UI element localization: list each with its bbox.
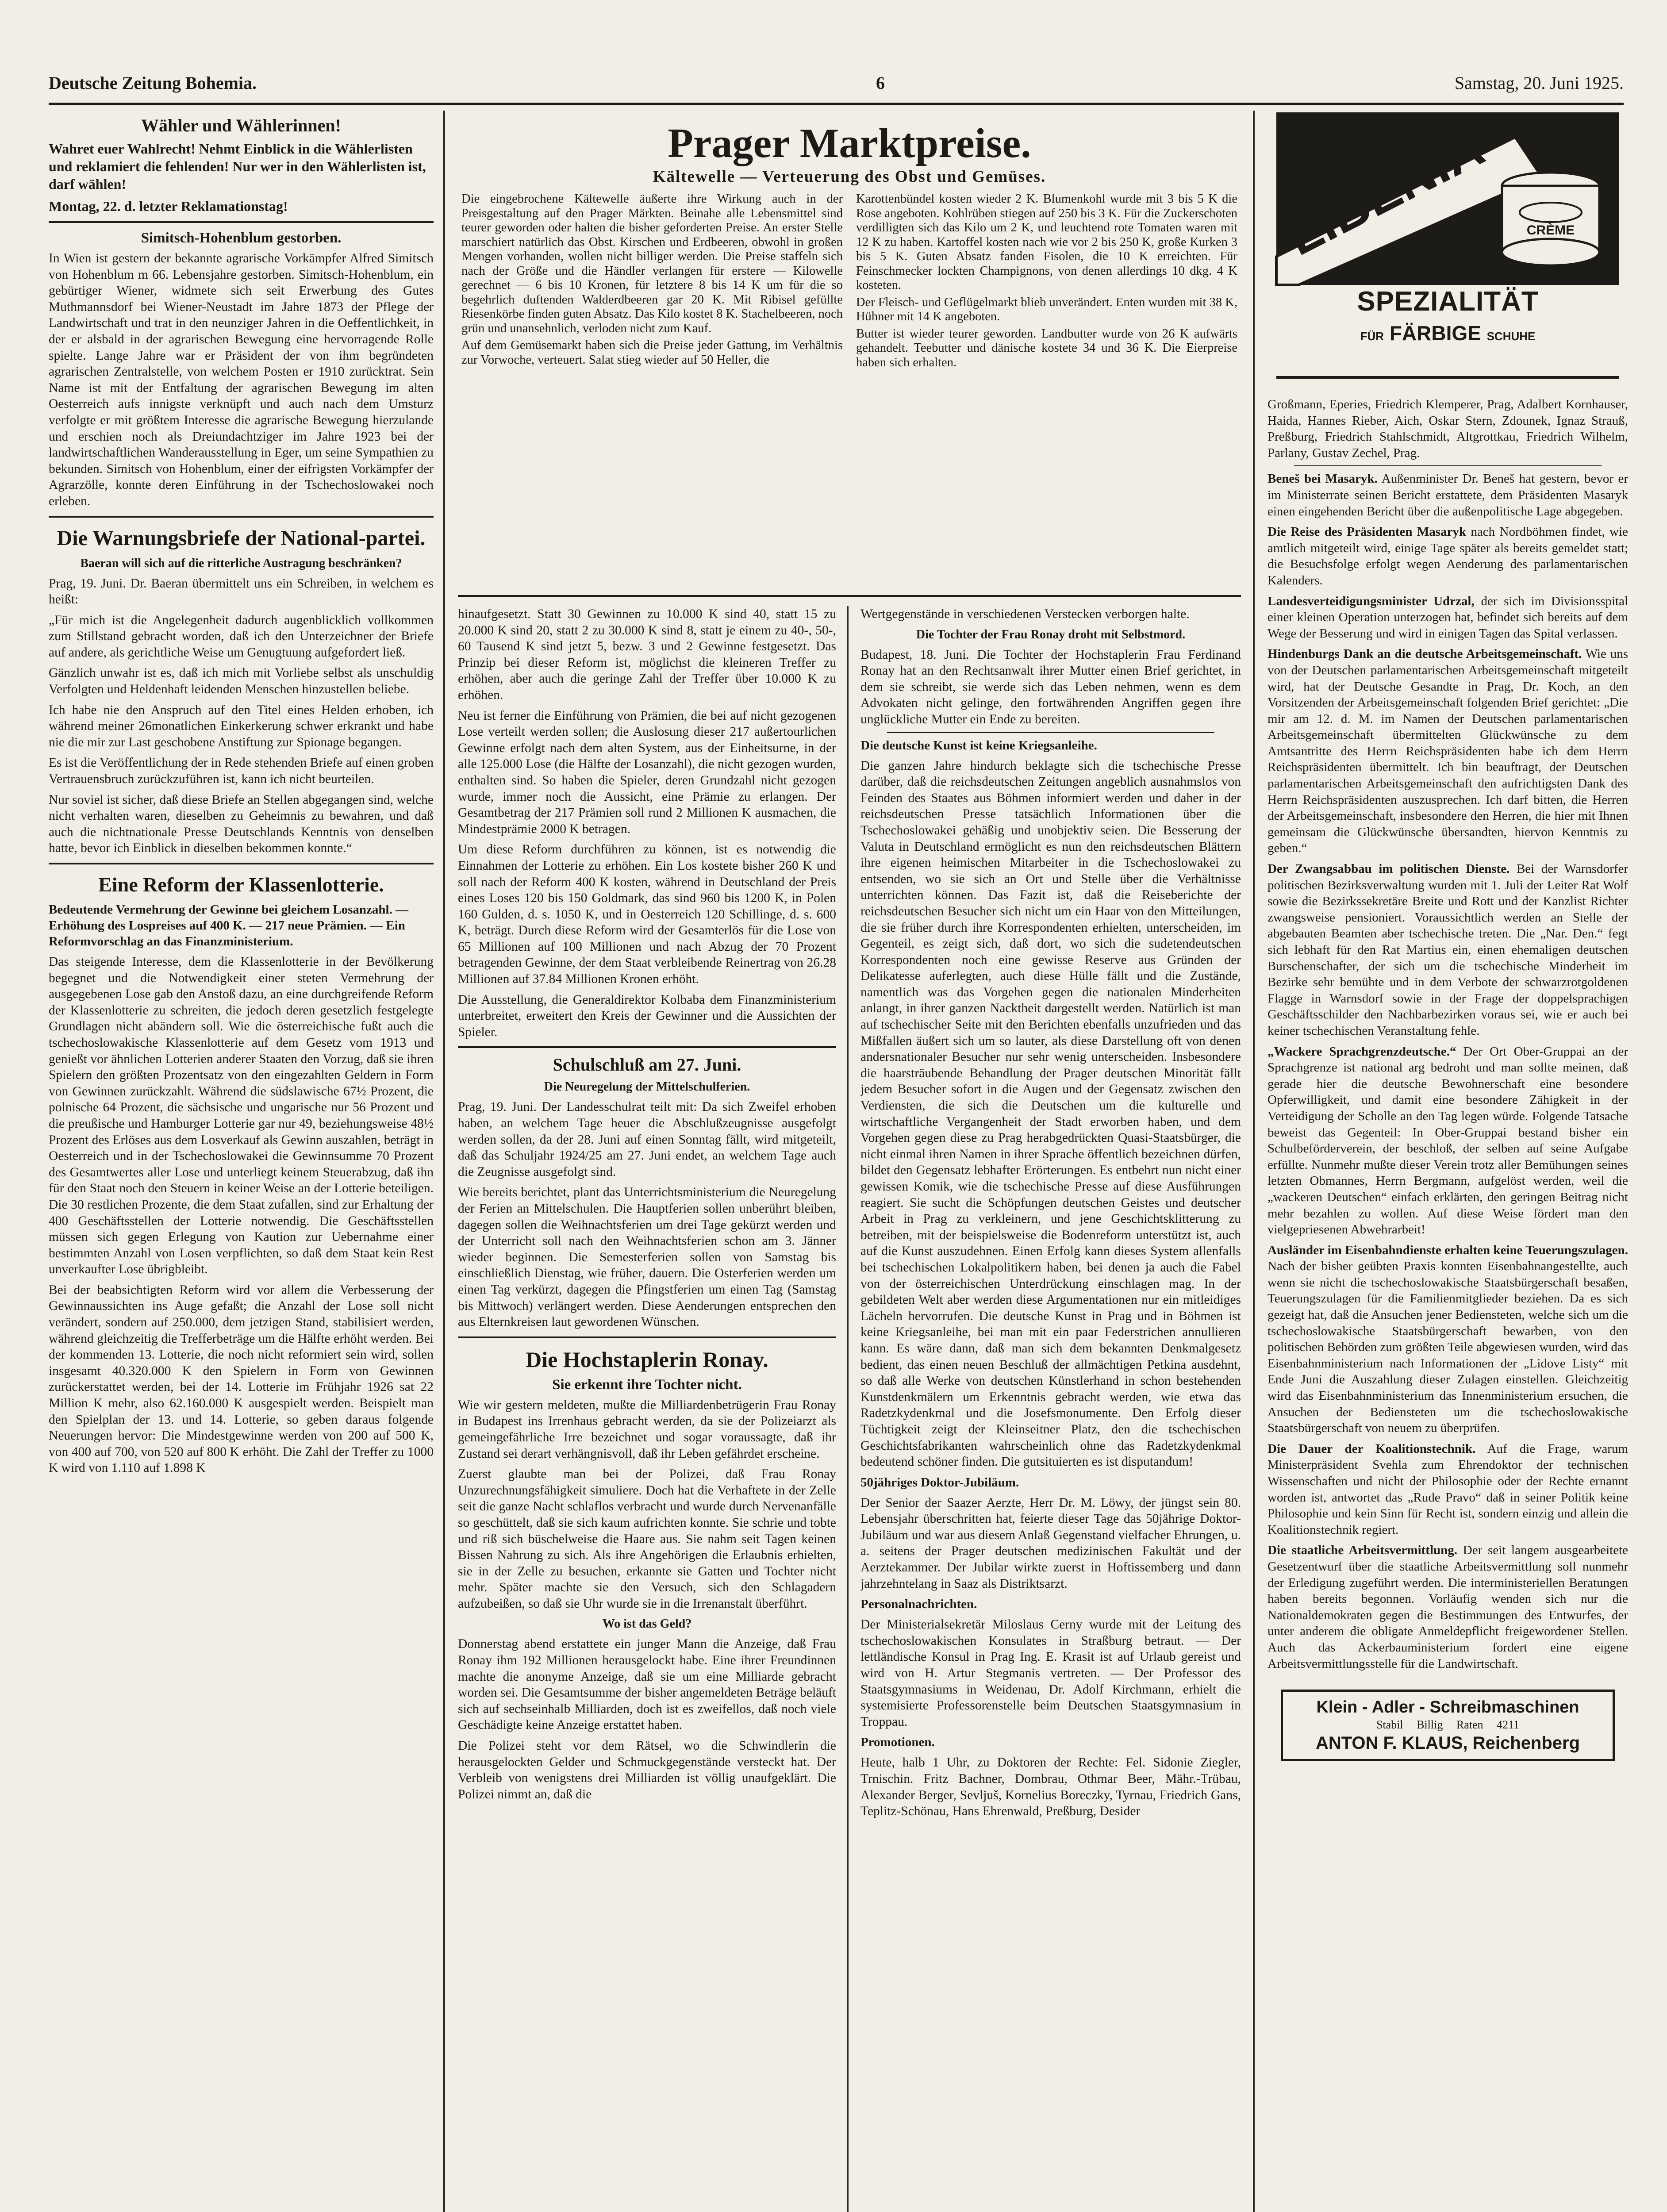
ronay-subtitle: Sie erkennt ihre Tochter nicht. [552, 1376, 742, 1393]
kunst-title: Die deutsche Kunst ist keine Kriegsanleihe. [860, 738, 1097, 753]
libenia-brand: LIBENIA [1276, 117, 1493, 267]
prague-market-paragraph: Karottenbündel kosten wieder 2 K. Blumenkohl wurde mit 3 bis 5 K die Rose angeboten. Kohlrüben stiegen auf 250 bis 3 K. Für die Zuckerschoten verdilligten sich das Kilo um 2 K, und leuchtend rote Tomaten waren mit 12 K zu haben. Kartoffel kosten nach wie vor 2 bis 250 K, große Kurken 3 bis 5 K. Guten Absatz fanden Fisolen, die 10 K erreichten. Für Feinschmecker lockten Champignons, von denen allerdings 10 dkg. 4 K kosteten. [856, 192, 1237, 292]
page-number: 6 [876, 73, 885, 93]
warnungsbriefe-title: Die Warnungsbriefe der National-partei. [57, 526, 426, 550]
issue-date: Samstag, 20. Juni 1925. [1454, 73, 1624, 93]
klassenlotterie-subtitle: Bedeutende Vermehrung der Gewinne bei gleichem Losanzahl. — Erhöhung des Lospreises auf 400 K. — 217 neue Prämien. — Ein Reformvorschlag an das Finanzministerium. [49, 902, 409, 949]
simitsch-title: Simitsch-Hohenblum gestorben. [141, 230, 342, 246]
schulschluss-title: Schulschluß am 27. Juni. [553, 1055, 741, 1075]
column-3 [1268, 111, 1628, 2212]
promotion-names: Großmann, Eperies, Friedrich Klemperer, Prag, Adalbert Kornhauser, Haida, Hannes Rieber, Aich, Oskar Stern, Zdounek, Ignaz Strauß, Preßburg, Friedrich Stahlschmidt, Altgrottkau, Friedrich Wilhelm, Parlany, Gustav Zechel, Prag. [1268, 397, 1628, 460]
klein-adler-features: Stabil Billig Raten 4211 [1376, 1718, 1520, 1732]
libenia-slogan-2: FÜR FÄRBIGE SCHUHE [1360, 322, 1536, 345]
article-divider [458, 1336, 836, 1338]
warnungsbriefe-paragraph: Es ist die Veröffentlichung der in Rede stehenden Briefe auf einen groben Vertrauensbruch zurückzuführen ist, kann ich nicht beurteilen. [49, 756, 434, 787]
prague-market-right [856, 192, 1237, 373]
klein-adler-title: Klein - Adler - Schreibmaschinen [1316, 1698, 1579, 1717]
promotionen-title: Promotionen. [860, 1735, 935, 1750]
lotterie-continuation: Um diese Reform durchführen zu können, ist es notwendig die Einnahmen der Lotterie zu erhöhen. Ein Los kostete bisher 260 K und soll nach der Reform 400 K kosten, während in Deutschland der Preis eines Loses 120 bis 150 Goldmark, das sind 960 bis 1200 K, in Polen 160 Gulden, d. s. 1050 K, und in Oesterreich 120 Schillinge, d. s. 600 K, beträgt. Durch diese Reform wird der Gesamterlös für die Lose von 65 Millionen auf 100 Millionen und nach Abzug der 70 Prozent betragenden Gewinne, der dem Staat verbleibende Reinertrag von 26.28 Millionen auf 37.84 Millionen Kronen erhöht. [458, 842, 836, 987]
prague-market-paragraph: Butter ist wieder teurer geworden. Landbutter wurde von 26 K aufwärts gehandelt. Teebutter und dänische kostete 34 und 36 K. Die Eierpreise haben sich erhalten. [856, 326, 1237, 369]
sprachgrenze-item: „Wackere Sprachgrenzdeutsche.“ Der Ort Ober-Gruppai an der Sprachgrenze ist national arg bedroht und man sollte meinen, daß gerade hier die deutsche Bewohnerschaft eine besondere Opferwilligkeit, und damit eine besondere Zähigkeit in der Verteidigung der Scholle an den Tag legen würde. Folgende Tatsache beweist das Gegenteil: In Ober-Gruppai bestand bisher ein Schulbeförderverein, der beschloß, der selben auf seine Aufgabe erfüllte. Nunmehr mußte dieser Verein trotz aller Bemühungen seines letzten Obmannes, Herrn Bergmann, aufgelöst werden, weil die „wackeren Deutschen“ einfach erklärten, den geringen Beitrag nicht mehr bezahlen zu wollen. Auf diese Weise fördert man den vielgepriesenen Abwehrarbeit! [1268, 1044, 1628, 1237]
ronay-paragraph: Wie wir gestern meldeten, mußte die Milliardenbetrügerin Frau Ronay in Budapest ins Irrenhaus gebracht werden, da sie der Polizeiarzt als gemeingefährliche Irre bezeichnet und sogar voraussagte, daß ihr Zustand sei derart verhängnisvoll, daß ihr Leben gefährdet erscheine. [458, 1398, 836, 1461]
prague-market-subtitle: Kältewelle — Verteuerung des Obst und Gemüses. [653, 168, 1046, 186]
kunst-paragraph: Die ganzen Jahre hindurch beklagte sich die tschechische Presse darüber, daß die reichsdeutschen Zeitungen angeblich ausnahmslos von Feinden des Staates aus Böhmen informiert werden und daher in der reichsdeutschen Presse tatsächlich Informationen über die Tschechoslowakei gehäßig und unobjektiv seien. Die Besserung der Valuta in Deutschland ermöglicht es nun den reichsdeutschen Blättern ihre eigenen heimischen Mitarbeiter in die Tschechoslowakei zu entsenden, wo sie sich an Ort und Stelle über die Verhältnisse unterrichten können. Das Fazit ist, daß die Reiseberichte der reichsdeutschen Besucher sich nicht um ein Haar von den Mitteilungen, die sie früher durch ihre Korrespondenten erhielten, unterscheiden, im Gegenteil, es zeigt sich, daß dort, wo sich die sudetendeutschen Korrespondenten noch eine gewisse Reserve aus Gründen der Delikatesse auferlegten, auch diese Hülle fällt und die Zustände, namentlich was das Vorgehen gegen die nationalen Minderheiten anlangt, in ihrer ganzen Nacktheit dargestellt werden. Natürlich ist man auf tschechischer Seite mit den Berichten ebenfalls unzufrieden und das Mißfallen äußert sich um so lauter, als diese Darstellung oft von denen andersnationaler Besucher nur sehr wenig unterscheiden. Insbesondere die haarsträubende Behandlung der Prager deutschen Minorität fällt jedem Besucher sofort in die Augen und der Gegensatz zwischen den Verdiensten, die sich die Deutschen um die kulturelle und wirtschaftliche Vergangenheit der Stadt erworben haben, und dem Vorgehen gegen diese zu Prag herabgedrückten Quasi-Staatsbürger, die nicht einmal ihren Namen in ihrer Sprache öffentlich bezeichnen dürfen, bildet den Gegensatz lebhafter Erörterungen. Es entbehrt nun nicht einer gewissen Komik, wie die tschechische Presse auf diese Ausführungen reagiert. Sie sucht die Schöpfungen deutschen Geistes und deutscher Arbeit in Prag zu verkleinern, und jene Geschichtsklitterung zu betreiben, mit der beispielsweise die Bodenreform unterstützt ist, auch auf die Kunst auszudehnen. Einen Erfolg kann dieses System allenfalls bei tschechischen Lokalpolitikern haben, bei denen ja auch die Fabel von der österreichischen Unterdrückung einschlagen mag. In der gebildeten Welt aber werden diese Argumentationen nur ein mitleidiges Lächeln hervorrufen. Die deutsche Kunst in Prag und in Böhmen ist keine Kriegsanleihe, bei man mit ein paar Federstrichen annullieren kann. Es wäre dann, daß man sich dem bekannten Denkmalgesetz bedient, das einen neuen Beschluß der allmächtigen Petkina ausdehnt, so daß alle Werke von deutschen Künstlerhand in schon bestehenden Kunstdenkmälern um Erkenntnis gebracht werden, wie etwa das Radetzkydenkmal und die Josefsmonumente. Den Erfolg dieser Tüchtigkeit zeigt der Kleinseitner Platz, den die tschechischen Geschichtsfabrikanten wahrscheinlich ohne das Radetzkydenkmal bedeutend schöner finden. Die gutsituierten es ist disputandum! [860, 758, 1241, 1469]
doktor-paragraph: Der Senior der Saazer Aerzte, Herr Dr. M. Löwy, der jüngst sein 80. Lebensjahr überschritten hat, feierte dieser Tage das 50jährige Doktor-Jubiläum und war aus diesem Anlaß Gegenstand vielfacher Ehrungen, u. a. seitens der Prager deutschen medizinischen Fakultät und der Aerztekammer. Der Jubilar wirkte zuerst in Hoftissemberg und dann jahrzehntelang in Saaz als Distriktsarzt. [860, 1495, 1241, 1591]
simitsch-body: In Wien ist gestern der bekannte agrarische Vorkämpfer Alfred Simitsch von Hohenblum m 66. Lebensjahre gestorben. Simitsch-Hohenblum, ein gebürtiger Wiener, widmete sich seit Erwerbung des Gutes Muthmannsdorf bei Wiener-Neustadt im Jahre 1873 der Pflege der Landwirtschaft und trat in den neunziger Jahren in die Oeffentlichkeit, in der er alsbald in der agrarischen Bewegung eine hervorragende Rolle spielte. Lange Jahre war er Präsident der von ihm begründeten agrarischen Zentralstelle, von welchem Posten er 1910 zurücktrat. Sein Name ist mit der Entfaltung der agrarischen Bewegung im alten Oesterreich aufs innigste verknüpft und auch nach dem Umsturz verfolgte er mit größtem Interesse die agrarische Bewegung hierzulande und erschien noch als Dreiundachtziger im Jahre 1923 bei der landwirtschaftlichen Wanderausstellung in Eger, um seine Sympathien zu bekunden. Simitsch von Hohenblum, einer der eifrigsten Vorkämpfer der Agrarzölle, konnte deren Einführung in der Tschechoslowakei noch erleben. [49, 251, 434, 508]
column-1 [49, 111, 434, 2212]
udrzal-item: Landesverteidigungsminister Udrzal, der sich im Divisionsspital einer kleinen Operation unterzogen hat, befindet sich bereits auf dem Wege der Besserung und wird in einigen Tagen das Spital verlassen. [1268, 594, 1628, 641]
column-rule [1253, 111, 1255, 2212]
ronay-continuation: Wertgegenstände in verschiedenen Verstecken verborgen halte. [860, 607, 1190, 621]
column-rule [847, 606, 849, 2212]
ronay-tochter-paragraph: Budapest, 18. Juni. Die Tochter der Hochstaplerin Frau Ferdinand Ronay hat an den Rechtsanwalt ihrer Mutter einen Brief gerichtet, in dem sie schreibt, sie werde sich das Leben nehmen, wenn es dem Advokaten nicht gelinge, den fortwährenden Angriffen gegen ihre unglückliche Mutter ein Ende zu bereiten. [860, 647, 1241, 726]
doktor-title: 50jähriges Doktor-Jubiläum. [860, 1475, 1019, 1490]
prague-market-paragraph: Die eingebrochene Kältewelle äußerte ihre Wirkung auch in der Preisgestaltung auf den Prager Märkten. Beinahe alle Lebensmittel sind teurer geworden oder halten die bisher geforderten Preise. An erster Stelle marschiert natürlich das Obst. Kirschen und Erdbeeren, obwohl in großen Mengen vorhanden, wollen nicht billiger werden. Die Preise staffeln sich nach der Größe und die Händler verlangen für erstere — Kilowelle gerechnet — 6 bis 10 Kronen, für letztere 8 bis 14 K um für die so begehrlich duftenden Walderdbeeren gar 20 K. Mit Ribisel gefüllte Riesenkörbe finden guten Absatz. Das Kilo kostet 8 K. Stachelbeeren, noch grün und unansehnlich, verloden nicht zum Kauf. [461, 192, 843, 335]
libenia-slogan-1: SPEZIALITÄT [1357, 286, 1539, 317]
klassenlotterie-paragraph: Das steigende Interesse, dem die Klassenlotterie in der Bevölkerung begegnet und die Notwendigkeit einer steten Vermehrung der ausgegebenen Lose gab den Anstoß dazu, an eine durchgreifende Reform der Klassenlotterie zu schreiten, die jedoch deren gesetzlich festgelegte Grundlagen nicht abändern soll. Wie die österreichische fußt auch die tschechoslowakische Klassenlotterie auf dem Gesetz vom 1913 und genießt vor ähnlichen Lotterien anderer Staaten den Vorzug, daß sie ihren Spielern den größten Prozentsatz von den eingezahlten Geldern in Form von Gewinnen zurückzahlt. Während die südslawische 67½ Prozent, die polnische 64 Prozent, die sächsische und ungarische nur 56 Prozent und die preußische und Hamburger Lotterie gar nur 49, beziehungsweise 48½ Prozent des Erlöses aus dem Losverkauf als Gewinn auszahlen, beträgt in Oesterreich und in der Tschechoslowakei die Gewinnsumme 70 Prozent des Gesamtwertes aller Lose und unterliegt keinem Steuerabzug, daß ihn für den Staat noch den Steuern in keiner Weise an der Lotterie beteiligen. Die 30 restlichen Prozente, die dem Staat zufallen, sind zur Erhaltung der 400 Geschäftsstellen der Lotterie notwendig. Die Geschäftsstellen müssen sich gegen Erlegung von Kaution zur Uebernahme einer bestimmten Anzahl von Losen verpflichten, so daß dem Staat kein Rest unverkaufter Lose übrigbleibt. [49, 955, 434, 1277]
ad-rule [1276, 376, 1619, 379]
libenia-advertisement [1268, 111, 1628, 389]
schulschluss-subtitle: Die Neuregelung der Mittelschulferien. [544, 1080, 750, 1094]
prague-market-left [461, 192, 843, 373]
warnungsbriefe-paragraph: „Für mich ist die Angelegenheit dadurch augenblicklich vollkommen zum Stillstand gebracht worden, daß ich den Unterzeichner der Briefe auf andere, als gerichtliche Weise um Genugtuung aufgefordert ließ. [49, 613, 434, 660]
warnungsbriefe-paragraph: Prag, 19. Juni. Dr. Baeran übermittelt uns ein Schreiben, in welchem es heißt: [49, 576, 434, 607]
shoe-cream-jar-icon [1268, 111, 1628, 288]
zwangsabbau-item: Der Zwangsabbau im politischen Dienste. Bei der Warnsdorfer politischen Bezirksverwaltung wurden mit 1. Juli der Leiter Rat Wolf sowie die Bezirkssekretäre Breite und Rott und der Kanzlist Richter zwangsweise pensioniert. Voraussichtlich werden an Stelle der abgebauten Beamten aber tschechische treten. Die „Nar. Den.“ fegt sich lebhaft für den Rat Martius ein, einen ehemaligen deutschen Burschenschafter, der sich um die tschechische Minderheit im Bezirke sehr bemühte und in dem Verbote der schwarzrotgoldenen Flagge in Warnsdorf sowie in der Frage der doppelsprachigen Geschäftsschilder den Nachbarbezirken voraus sei, wie er auch bei keiner tschechischen Veranstaltung fehle. [1268, 862, 1628, 1038]
prague-market-title: Prager Marktpreise. [668, 120, 1031, 166]
warnungsbriefe-subtitle: Baeran will sich auf die ritterliche Austragung beschränken? [80, 556, 402, 570]
hindenburg-item: Hindenburgs Dank an die deutsche Arbeitsgemeinschaft. Wie uns von der Deutschen parlamentarischen Arbeitsgemeinschaft mitgeteilt wird, hat der Deutsche Gesandte in Prag, Dr. Koch, an den Vorsitzenden der Arbeitsgemeinschaft folgenden Brief gerichtet: „Die mir am 12. d. M. im Namen der Deutschen parlamentarischen Arbeitsgemeinschaft übermittelten Glückwünsche zu dem Amtsantritte des Herrn Reichspräsidenten habe ich dem Herrn Reichspräsidenten übermittelt. Ich bin beauftragt, der Deutschen parlamentarischen Arbeitsgemeinschaft den aufrichtigsten Dank des Herrn Reichspräsidenten auszusprechen. Ich darf bitten, die Herren der Arbeitsgemeinschaft, insbesondere den Herren, die hier mit Ihnen gemeinsam die Glückwünsche übersandten, hiervon Kenntnis zu geben.“ [1268, 647, 1628, 856]
section-rule [458, 595, 1241, 597]
schulschluss-paragraph: Prag, 19. Juni. Der Landesschulrat teilt mit: Da sich Zweifel erhoben haben, an welchem Tage heuer die Abschlußzeugnisse ausgefolgt werden sollen, da der 28. Juni auf einen Sonntag fällt, wird mitgeteilt, daß das Schuljahr 1924/25 am 27. Juni endet, an welchem Tage auch die Zeugnisse ausgefolgt sind. [458, 1100, 836, 1179]
warnungsbriefe-paragraph: Ich habe nie den Anspruch auf den Titel eines Helden erhoben, ich während meiner 26monatlichen Einkerkerung schwer erkrankt und habe nie die mir zur Last geschobene Anstiftung zur Spionage begangen. [49, 703, 434, 749]
article-divider [49, 516, 434, 518]
ronay-subheading: Wo ist das Geld? [602, 1617, 692, 1631]
article-divider [49, 863, 434, 864]
koalition-item: Die Dauer der Koalitionstechnik. Auf die Frage, warum Ministerpräsident Svehla zum Ehrendoktor der technischen Wissenschaften und nicht der Philosophie oder der Rechte ernannt worden ist, antwortet das „Rude Pravo“ daß in seiner Politik keine Philosophie und kein Sinn für Recht ist, sondern einzig und allein die Koalitionstechnik regiert. [1268, 1441, 1628, 1537]
voters-deadline: Montag, 22. d. letzter Reklamationstag! [49, 198, 288, 214]
reise-item: Die Reise des Präsidenten Masaryk nach Nordböhmen findet, wie amtlich mitgeteilt wird, einige Tage später als bereits gemeldet statt; die Besuchsfolge erfolgt wegen Aenderung des parlamentarischen Kalenders. [1268, 525, 1628, 588]
promotionen-paragraph: Heute, halb 1 Uhr, zu Doktoren der Rechte: Fel. Sidonie Ziegler, Trnischin. Fritz Bachner, Dombrau, Othmar Beer, Mähr.-Trübau, Alexander Berger, Sevljuš, Kornelius Boreczky, Tyrnau, Friedrich Gans, Teplitz-Schönau, Hans Ehrenwald, Preßburg, Desider [860, 1755, 1241, 1819]
lotterie-continuation: Die Ausstellung, die Generaldirektor Kolbaba dem Finanzministerium unterbreitet, erweitert den Kreis der Gewinner und die Aussichten der Spieler. [458, 992, 836, 1039]
article-divider [49, 221, 434, 223]
article-divider [887, 732, 1214, 733]
page-header [49, 66, 1624, 97]
klassenlotterie-title: Eine Reform der Klassenlotterie. [98, 873, 384, 896]
klein-adler-advertisement [1281, 1690, 1615, 1761]
article-divider [458, 1046, 836, 1048]
klein-adler-dealer: ANTON F. KLAUS, Reichenberg [1315, 1733, 1580, 1753]
klassenlotterie-paragraph: Bei der beabsichtigten Reform wird vor allem die Verbesserung der Gewinnaussichten ins Auge gefaßt; die Anzahl der Lose soll nicht verändert, sondern auf 250.000, dem jetzigen Stand, stabilisiert werden, während gleichzeitig die Trefferbeträge um die Hälfte erhöht werden. Bei der kommenden 13. Lotterie, die noch nicht reformiert sein wird, sollen insgesamt 40.320.000 K den Spielern in Form von Gewinnen zurückerstattet werden, bei der 14. Lotterie im Frühjahr 1926 sat 22 Million K mehr, also 62.160.000 K ausgespielt werden. Beispielt man den Spielplan der 13. und 14. Lotterie, so geben daraus folgende Neuerungen hervor: Die Mindestgewinne werden von 200 auf 500 K, von 400 auf 700, von 520 auf 800 K erhöht. Die Zahl der Treffer zu 1000 K wird von 1.110 auf 1.898 K [49, 1283, 434, 1475]
schulschluss-paragraph: Wie bereits berichtet, plant das Unterrichtsministerium die Neuregelung der Ferien an Mittelschulen. Die Hauptferien sollen unberührt bleiben, dagegen sollen die Weihnachtsferien um drei Tage gekürzt werden und der Unterricht soll nach den Weihnachtsferien schon am 3. Jänner wieder beginnen. Die Semesterferien sollen von Samstag bis einschließlich Dienstag, wie früher, dauern. Die Osterferien werden um einen Tag verkürzt, dagegen die Pfingstferien um einen Tag (Samstag bis Mittwoch) verlängert werden. Diese Aenderungen entsprechen den aus Elternkreisen laut gewordenen Wünschen. [458, 1185, 836, 1329]
lotterie-continuation: hinaufgesetzt. Statt 30 Gewinnen zu 10.000 K sind 40, statt 15 zu 20.000 K sind 20, statt 2 zu 30.000 K sind 8, statt je einem zu 40-, 50-, 60 Tausend K sind jetzt 5, bezw. 3 und 2 Gewinne festgesetzt. Das Prinzip bei dieser Reform ist, möglichst die kleineren Treffer zu erhöhen, aber auch die geringe Zahl der Treffer über 10.000 K zu erhöhen. [458, 607, 836, 702]
ronay-paragraph: Die Polizei steht vor dem Rätsel, wo die Schwindlerin die herausgelockten Gelder und Schmuckgegenstände versteckt hat. Der Verbleib von wenigstens drei Milliarden ist völlig unaufgeklärt. Die Polizei nimmt an, daß die [458, 1739, 836, 1801]
arbeit-item: Die staatliche Arbeitsvermittlung. Der seit langem ausgearbeitete Gesetzentwurf über die staatliche Arbeitsvermittlung soll nunmehr der Erledigung zugeführt werden. Die interministeriellen Beratungen haben bereits begonnen. Vorläufig wenden sich nur die Nationaldemokraten gegen die Bestimmungen des Entwurfes, der unter anderem die obligate Anmeldepflicht freigewordener Stellen. Auch das Ackerbauministerium fordert eine eigene Arbeitsvermittlungsstelle für die Landwirtschaft. [1268, 1543, 1628, 1671]
prague-market-section [458, 111, 1241, 593]
warnungsbriefe-paragraph: Nur soviel ist sicher, daß diese Briefe an Stellen abgegangen sind, welche nicht verhalten waren, dieselben zu Geheimnis zu bewahren, und daß auch die nichtnationale Presse Deutschlands Kenntnis von denselben hatte, bevor ich Einblick in dieselben bekommen konnte.“ [49, 792, 434, 856]
prague-market-paragraph: Der Fleisch- und Geflügelmarkt blieb unverändert. Enten wurden mit 38 K, Hühner mit 14 K angeboten. [856, 295, 1237, 323]
voters-title: Wähler und Wählerinnen! [141, 115, 341, 135]
ronay-tochter-title: Die Tochter der Frau Ronay droht mit Selbstmord. [916, 627, 1186, 641]
prague-market-paragraph: Auf dem Gemüsemarkt haben sich die Preise jeder Gattung, im Verhältnis zur Vorwoche, verteuert. Salat stieg wieder auf 50 Heller, die [461, 338, 843, 367]
auslaender-item: Ausländer im Eisenbahndienste erhalten keine Teuerungszulagen. Nach der bisher geübten Praxis konnten Eisenbahnangestellte, auch wenn sie nicht die tschechoslowakische Staatsbürgerschaft besaßen, Teuerungszulagen für die Familienmitglieder beziehen. Da es sich gezeigt hat, daß die Ansuchen jener Bediensteten, welche sich um die tschechoslowakische Staatsbürgerschaft bewarben, von den politischen Behörden zum größten Teile abgewiesen wurden, wird das Eisenbahnministerium nach Informationen der „Lidove Listy“ mit Ende Juni die Auszahlung dieser Zulagen einstellen. Gleichzeitig wird das Eisenbahnministerium das Innenministerium ersuchen, die Ansuchen der Bediensteten um die tschechoslowakische Staatsbürgerschaft von neuem zu überprüfen. [1268, 1243, 1628, 1436]
warnungsbriefe-paragraph: Gänzlich unwahr ist es, daß ich mich mit Vorliebe selbst als unschuldig Verfolgten und Heldenhaft leidenden Menschen hinzustellen beliebe. [49, 666, 434, 697]
ronay-paragraph: Donnerstag abend erstattete ein junger Mann die Anzeige, daß Frau Ronay ihm 192 Millionen herausgelockt habe. Eine ihrer Freundinnen machte die anonyme Anzeige, daß sie um eine Milliarde gebracht worden sei. Die Gesamtsumme der bisher angemeldeten Beträge beläuft sich auf sechseinhalb Milliarden, doch ist es zweifellos, daß noch viele Geschädigte keine Anzeige erstattet haben. [458, 1637, 836, 1732]
header-rule [49, 103, 1624, 105]
benes-item: Beneš bei Masaryk. Außenminister Dr. Beneš hat gestern, bevor er im Ministerrate seinen Bericht erstattete, dem Präsidenten Masaryk einen eingehenden Bericht über die außenpolitische Lage abgegeben. [1268, 472, 1628, 518]
voters-appeal: Wahret euer Wahlrecht! Nehmt Einblick in die Wählerlisten und reklamiert die fehlenden! Nur wer in den Wählerlisten ist, darf wählen! [49, 141, 426, 192]
personal-title: Personalnachrichten. [860, 1597, 977, 1612]
column-rule [443, 111, 445, 2212]
column-2b [860, 606, 1241, 2212]
masthead-title: Deutsche Zeitung Bohemia. [49, 73, 257, 93]
personal-paragraph: Der Ministerialsekretär Miloslaus Cerny wurde mit der Leitung des tschechoslowakischen Konsulates in Straßburg betraut. — Der lettländische Konsul in Prag Ing. E. Krasit ist auf Urlaub gereist und wird von H. Artur Stegmanis vertreten. — Der Professor des Staatsgymnasiums in Weidenau, Dr. Adolf Kirchmann, erhielt die systemisierte Professorenstelle beim Deutschen Staatsgymnasium in Troppau. [860, 1617, 1241, 1729]
libenia-jar-label: CRÈME [1526, 223, 1575, 238]
lotterie-continuation: Neu ist ferner die Einführung von Prämien, die bei auf nicht gezogenen Lose verteilt werden sollen; die Auslosung dieser 217 außertourlichen Gewinne erfolgt nach dem alten System, aus der Einheitsurne, in der alle 125.000 Lose (die Hälfte der Losanzahl), die nicht gezogen wurden, enthalten sind. So haben die Spieler, deren Grundzahl nicht gezogen wurde, immer noch die Aussicht, eine Prämie zu erlangen. Der Gesamtbetrag der 217 Prämien soll rund 2 Millionen K ausmachen, die Mindestprämie 2000 K betragen. [458, 708, 836, 836]
ronay-title: Die Hochstaplerin Ronay. [526, 1347, 768, 1372]
column-2a [458, 606, 836, 2212]
ronay-paragraph: Zuerst glaubte man bei der Polizei, daß Frau Ronay Unzurechnungsfähigkeit simuliere. Doch hat die Verhaftete in der Zelle seit die ganze Nacht schlaflos verbracht und wurde durch Nervenanfälle so geschüttelt, daß sie sich kaum aufrichten konnte. Sie schrie und tobte und riß sich büschelweise die Haare aus. Sie nahm seit Tagen keinen Bissen Nahrung zu sich. Als ihre Angehörigen die Erlaubnis erhielten, sie in der Zelle zu besuchen, erkannte sie Gatten und Tochter nicht mehr. Später machte sie den Versuch, sich den Schlagadern aufzubeißen, so daß sie Uhr wurde sie in die Irrenanstalt überführt. [458, 1467, 836, 1611]
article-divider [1294, 465, 1602, 466]
